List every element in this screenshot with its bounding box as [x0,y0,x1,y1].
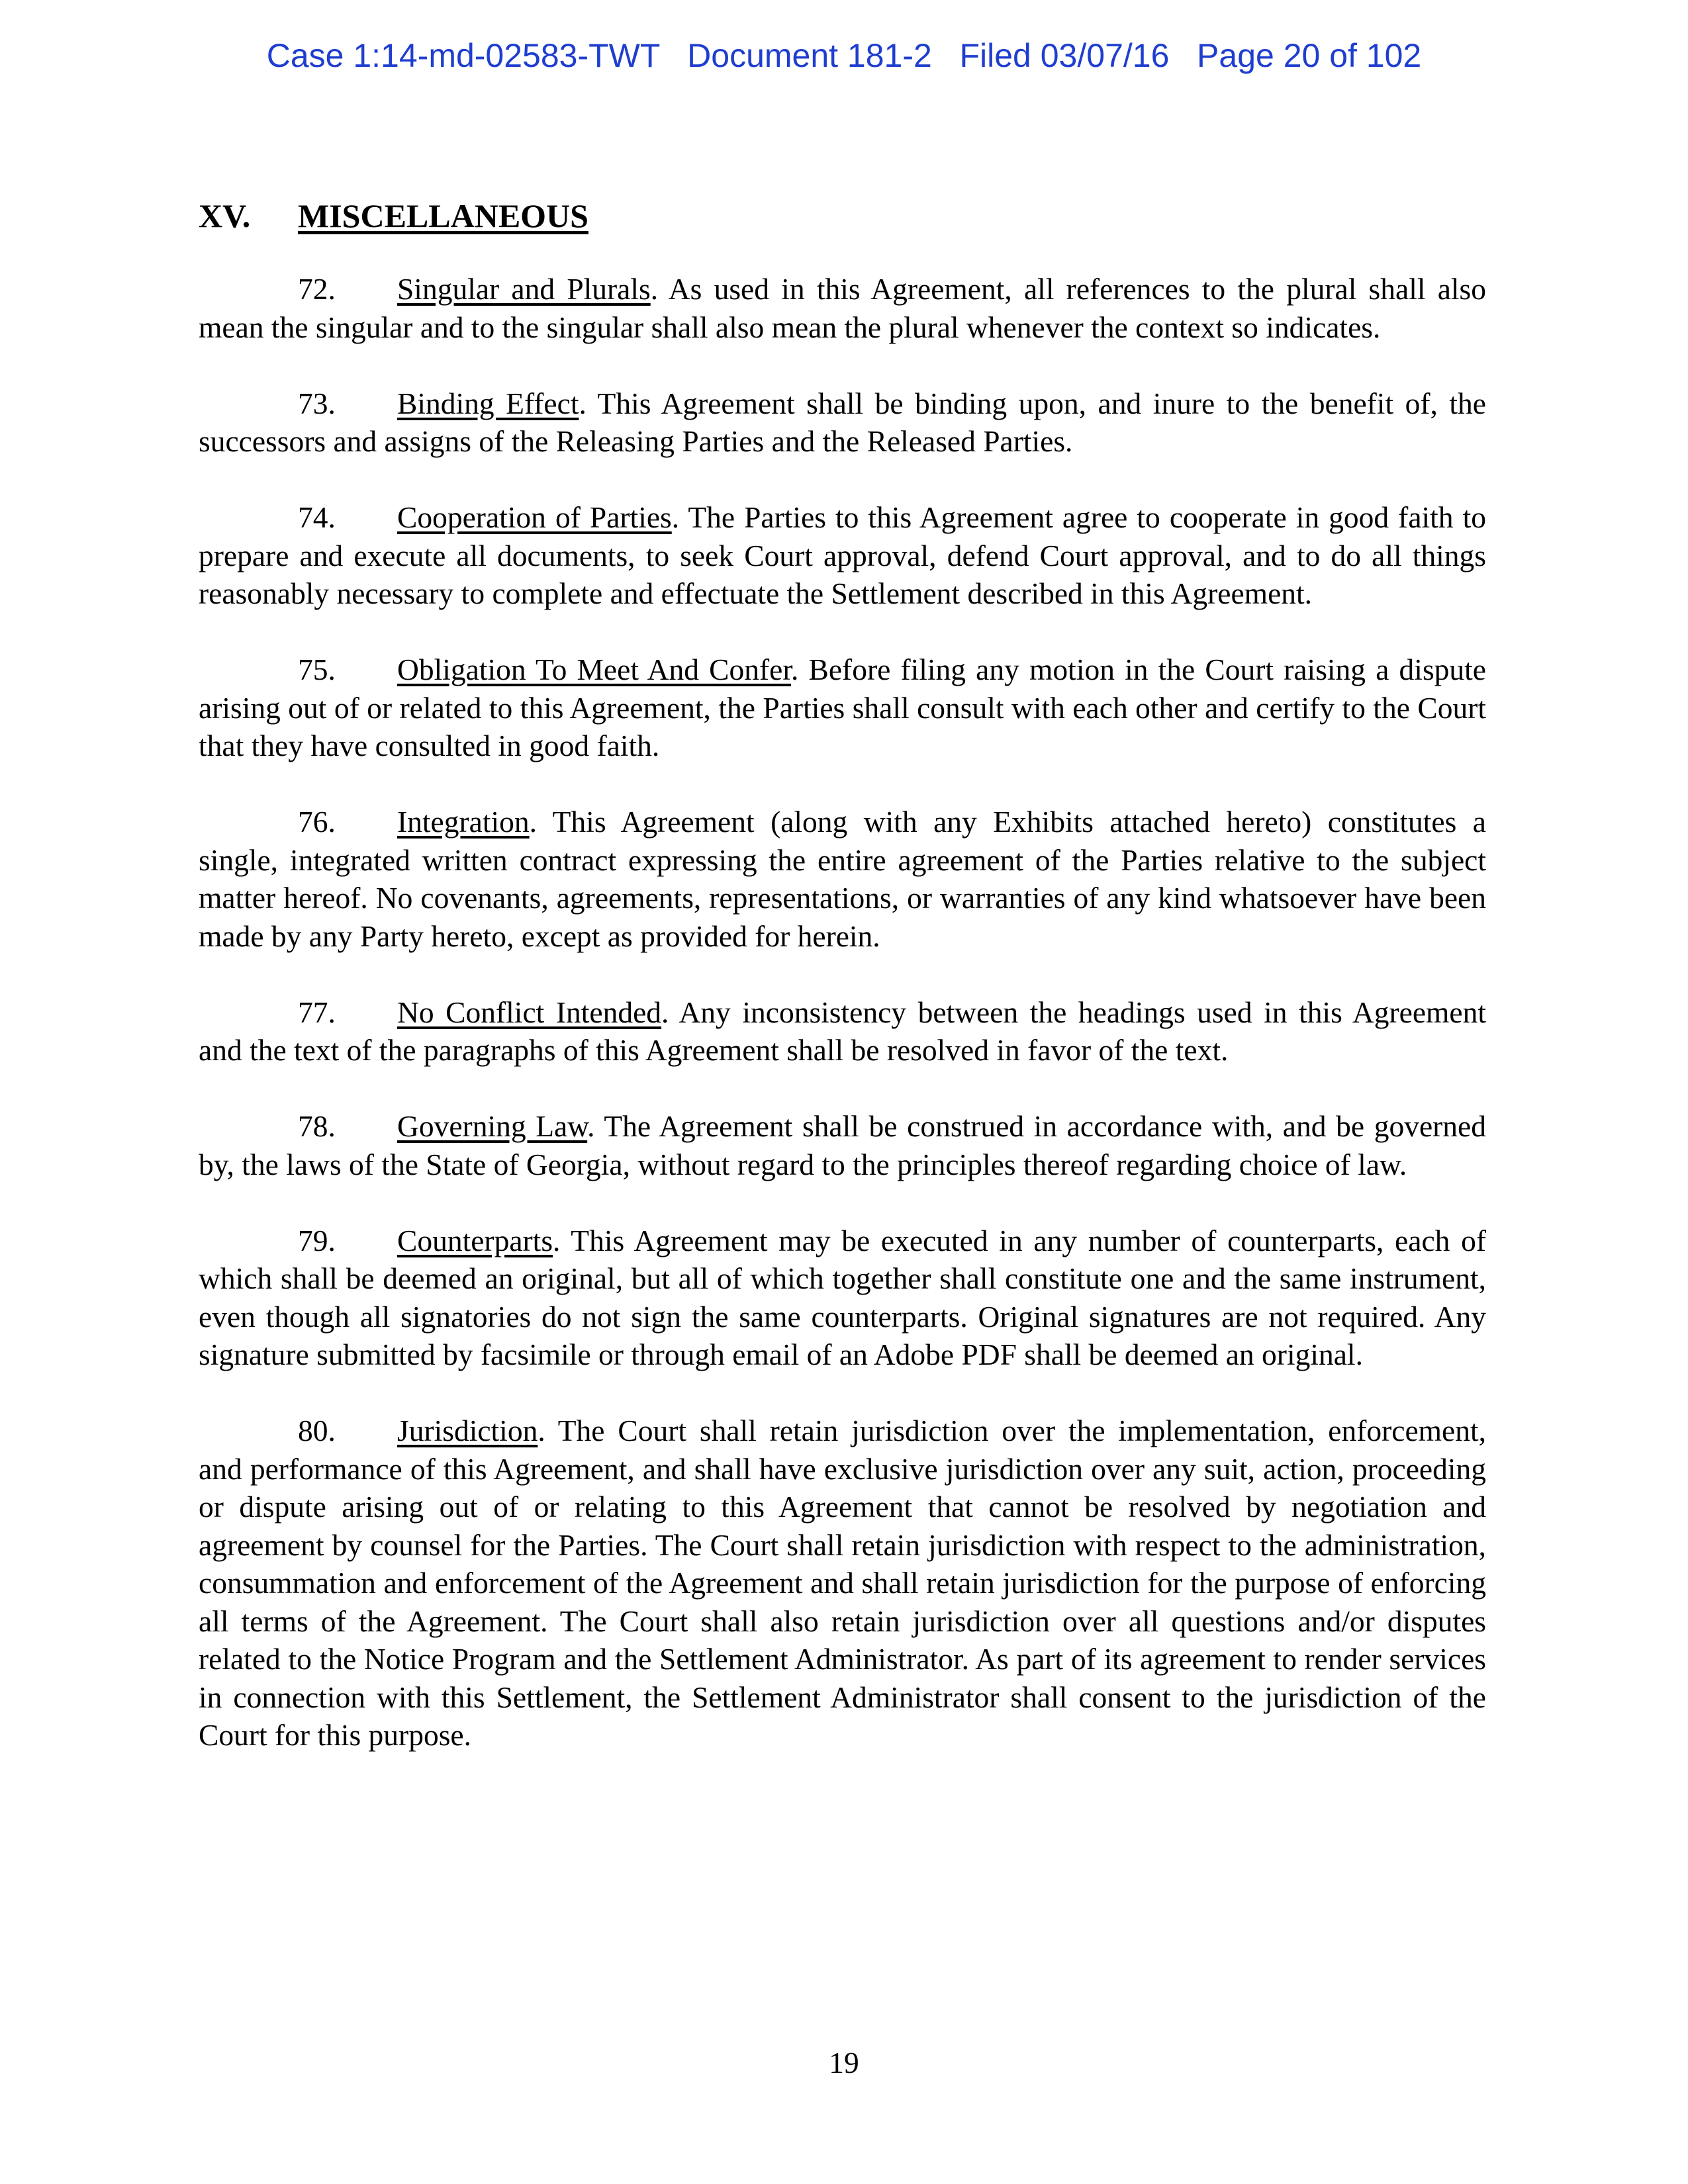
paragraph-77 [199,993,1486,1069]
paragraph-74 [199,498,1486,613]
paragraph-number: 76. [298,805,336,839]
paragraph-number: 77. [298,995,336,1029]
case-header-stamp: Case 1:14-md-02583-TWT Document 181-2 Filed 03/07/16 Page 20 of 102 [266,37,1422,74]
paragraph-text: . The Court shall retain jurisdiction over the implementation, enforcement, and performance of this Agreement, and shall have exclusive jurisdiction over any suit, action, proceeding or dispute arising out of or relating to this Agreement that cannot be resolved by negotiation and agreement by counsel for the Parties. The Court shall retain jurisdiction with respect to the administration, consummation and enforcement of the Agreement and shall retain jurisdiction for the purpose of enforcing all terms of the Agreement. The Court shall also retain jurisdiction over all questions and/or disputes related to the Notice Program and the Settlement Administrator. As part of its agreement to render services in connection with this Settlement, the Settlement Administrator shall consent to the jurisdiction of the Court for this purpose. [199,1414,1486,1752]
paragraph-80 [199,1412,1486,1754]
section-heading [199,197,588,235]
paragraph-text: . As used in this Agreement, all references to the plural shall also mean the singular and to the singular shall also mean the plural whenever the context so indicates. [199,272,1486,344]
paragraph-73 [199,385,1486,461]
paragraph-title: Governing Law [397,1109,588,1143]
paragraph-number: 75. [298,653,336,686]
paragraph-title: Singular and Plurals [397,272,651,306]
paragraph-number: 73. [298,386,336,420]
section-title: MISCELLANEOUS [298,197,588,234]
section-number: XV. [199,197,251,234]
paragraph-text: . Any inconsistency between the headings used in this Agreement and the text of the paragraphs of this Agreement shall be resolved in favor of the text. [199,995,1486,1067]
paragraph-text: . Before filing any motion in the Court raising a dispute arising out of or related to this Agreement, the Parties shall consult with each other and certify to the Court that they have consulted in good faith. [199,653,1486,762]
paragraph-text: . This Agreement shall be binding upon, and inure to the benefit of, the successors and assigns of the Releasing Parties and the Released Parties. [199,386,1487,458]
paragraph-number: 72. [298,272,336,306]
paragraph-title: Cooperation of Parties [397,500,672,534]
document-body [199,270,1486,1792]
paragraph-text: . The Agreement shall be construed in accordance with, and be governed by, the laws of the State of Georgia, without regard to the principles thereof regarding choice of law. [199,1109,1486,1181]
paragraph-text: . This Agreement (along with any Exhibits attached hereto) constitutes a single, integrated written contract expressing the entire agreement of the Parties relative to the subject matter hereof. No covenants, agreements, representations, or warranties of any kind whatsoever have been made by any Party hereto, except as provided for herein. [199,805,1486,953]
paragraph-number: 74. [298,500,336,534]
paragraph-76 [199,803,1486,955]
paragraph-title: Integration [397,805,530,839]
paragraph-number: 80. [298,1414,336,1447]
page-number: 19 [829,2046,859,2079]
paragraph-72 [199,270,1486,346]
paragraph-text: . This Agreement may be executed in any number of counterparts, each of which shall be deemed an original, but all of which together shall constitute one and the same instrument, even though all signatories do not sign the same counterparts. Original signatures are not required. Any signature submitted by facsimile or through email of an Adobe PDF shall be deemed an original. [199,1223,1486,1371]
paragraph-title: Obligation To Meet And Confer [397,653,791,686]
paragraph-78 [199,1107,1486,1183]
paragraph-title: No Conflict Intended [397,995,662,1029]
paragraph-79 [199,1222,1486,1374]
paragraph-number: 78. [298,1109,336,1143]
paragraph-title: Counterparts [397,1223,553,1257]
paragraph-number: 79. [298,1223,336,1257]
paragraph-text: . The Parties to this Agreement agree to cooperate in good faith to prepare and execute all documents, to seek Court approval, defend Court approval, and to do all things reasonably necessary to complete and effectuate the Settlement described in this Agreement. [199,500,1486,610]
paragraph-75 [199,651,1486,765]
paragraph-title: Binding Effect [397,386,579,420]
paragraph-title: Jurisdiction [397,1414,538,1447]
